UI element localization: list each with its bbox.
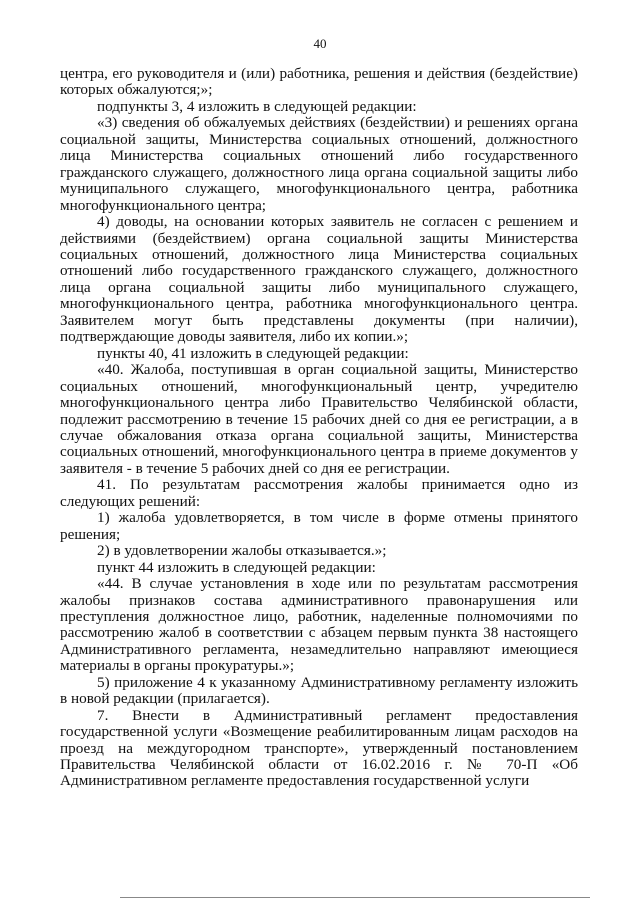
paragraph: «3) сведения об обжалуемых действиях (бездействии) и решениях органа социальной защиты, Министерства социальных отношений, должностного лица Министерства социальных отношений либо государственного гражданского служащего, должностного лица органа социальной защиты либо муниципального служащего, многофункционального центра, работника многофункционального центра; <box>60 114 578 214</box>
paragraph: «44. В случае установления в ходе или по результатам рассмотрения жалобы признаков состава административного правонарушения или преступления должностное лицо, работник, наделенные полномочиями по рассмотрению жалоб в соответствии с абзацем первым пункта 38 настоящего Административного регламента, незамедлительно направляют имеющиеся материалы в органы прокуратуры.»; <box>60 575 578 675</box>
paragraph: 41. По результатам рассмотрения жалобы принимается одно из следующих решений: <box>60 476 578 510</box>
paragraph: пункт 44 изложить в следующей редакции: <box>97 558 376 576</box>
paragraph: 4) доводы, на основании которых заявитель не согласен с решением и действиями (бездействием) органа социальной защиты Министерства социальных отношений, должностного лица Министерства социальных отношений либо государственного гражданского служащего, должностного лица органа социальной защиты либо муниципального служащего, многофункционального центра, работника многофункционального центра. Заявителем могут быть представлены документы (при наличии), подтверждающие доводы заявителя, либо их копии.»; <box>60 213 578 346</box>
document-body <box>60 66 578 790</box>
paragraph: 2) в удовлетворении жалобы отказывается.»; <box>97 542 387 560</box>
paragraph: пункты 40, 41 изложить в следующей редакции: <box>97 344 409 362</box>
paragraph: 1) жалоба удовлетворяется, в том числе в форме отмены принятого решения; <box>60 509 578 543</box>
paragraph: 5) приложение 4 к указанному Административному регламенту изложить в новой редакции (прилагается). <box>60 673 578 708</box>
paragraph: подпункты 3, 4 изложить в следующей редакции: <box>97 97 417 115</box>
page-number: 40 <box>313 36 327 51</box>
paragraph: 7. Внести в Административный регламент предоставления государственной услуги «Возмещение реабилитированным лицам расходов на проезд на междугородном транспорте», утвержденный постановлением Правительства Челябинской области от 16.02.2016 г. № 70-П «Об Административном регламенте предоставления государственной услуги <box>60 706 578 790</box>
paragraph: центра, его руководителя и (или) работника, решения и действия (бездействие) которых обжалуются;»; <box>60 65 578 99</box>
bottom-scan-line <box>120 897 590 898</box>
paragraph: «40. Жалоба, поступившая в орган социальной защиты, Министерство социальных отношений, многофункциональный центр, учредителю многофункционального центра либо Правительство Челябинской области, подлежит рассмотрению в течение 15 рабочих дней со дня ее регистрации, а в случае обжалования отказа органа социальной защиты, Министерства социальных отношений, многофункционального центра в приеме документов у заявителя - в течение 5 рабочих дней со дня ее регистрации. <box>60 361 578 477</box>
